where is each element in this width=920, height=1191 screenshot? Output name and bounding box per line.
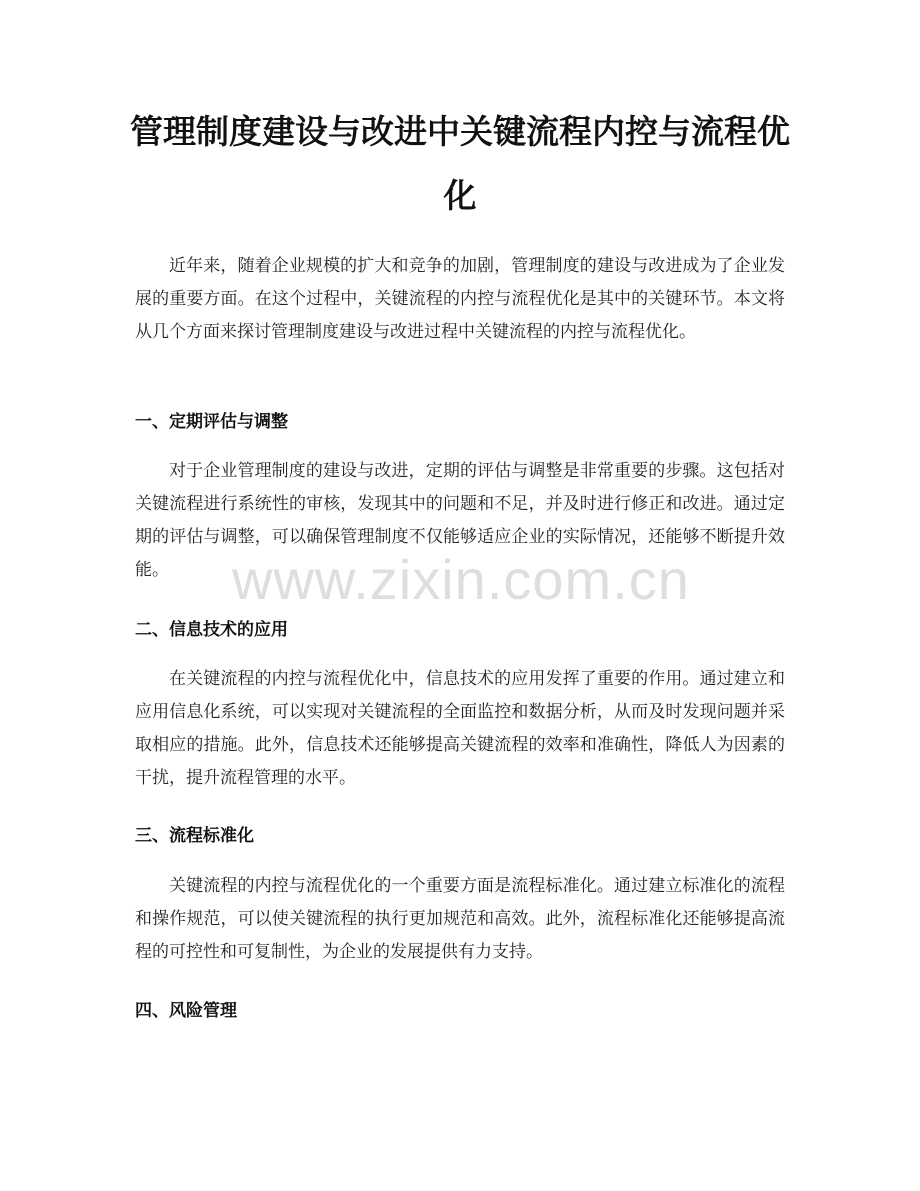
section-heading-4: 四、风险管理 xyxy=(135,1001,237,1021)
intro-paragraph: 近年来，随着企业规模的扩大和竞争的加剧，管理制度的建设与改进成为了企业发展的重要方面。在这个过程中，关键流程的内控与流程优化是其中的关键环节。本文将从几个方面来探讨管理制度建设与改进过程中关键流程的内控与流程优化。 xyxy=(135,256,785,342)
watermark-text: www.zixin.com.cn xyxy=(232,548,690,611)
section-body-3: 关键流程的内控与流程优化的一个重要方面是流程标准化。通过建立标准化的流程和操作规范，可以使关键流程的执行更加规范和高效。此外，流程标准化还能够提高流程的可控性和可复制性，为企业的发展提供有力支持。 xyxy=(135,876,785,962)
section-body-2: 在关键流程的内控与流程优化中，信息技术的应用发挥了重要的作用。通过建立和应用信息化系统，可以实现对关键流程的全面监控和数据分析，从而及时发现问题并采取相应的措施。此外，信息技术还能够提高关键流程的效率和准确性，降低人为因素的干扰，提升流程管理的水平。 xyxy=(135,669,785,788)
section-body-1: 对于企业管理制度的建设与改进，定期的评估与调整是非常重要的步骤。这包括对关键流程进行系统性的审核，发现其中的问题和不足，并及时进行修正和改进。通过定期的评估与调整，可以确保管理制度不仅能够适应企业的实际情况，还能够不断提升效能。 xyxy=(135,461,785,580)
section-heading-1: 一、定期评估与调整 xyxy=(135,412,288,432)
section-heading-2: 二、信息技术的应用 xyxy=(135,620,288,640)
section-heading-3: 三、流程标准化 xyxy=(135,826,254,846)
document-title: 管理制度建设与改进中关键流程内控与流程优化 xyxy=(130,112,790,215)
